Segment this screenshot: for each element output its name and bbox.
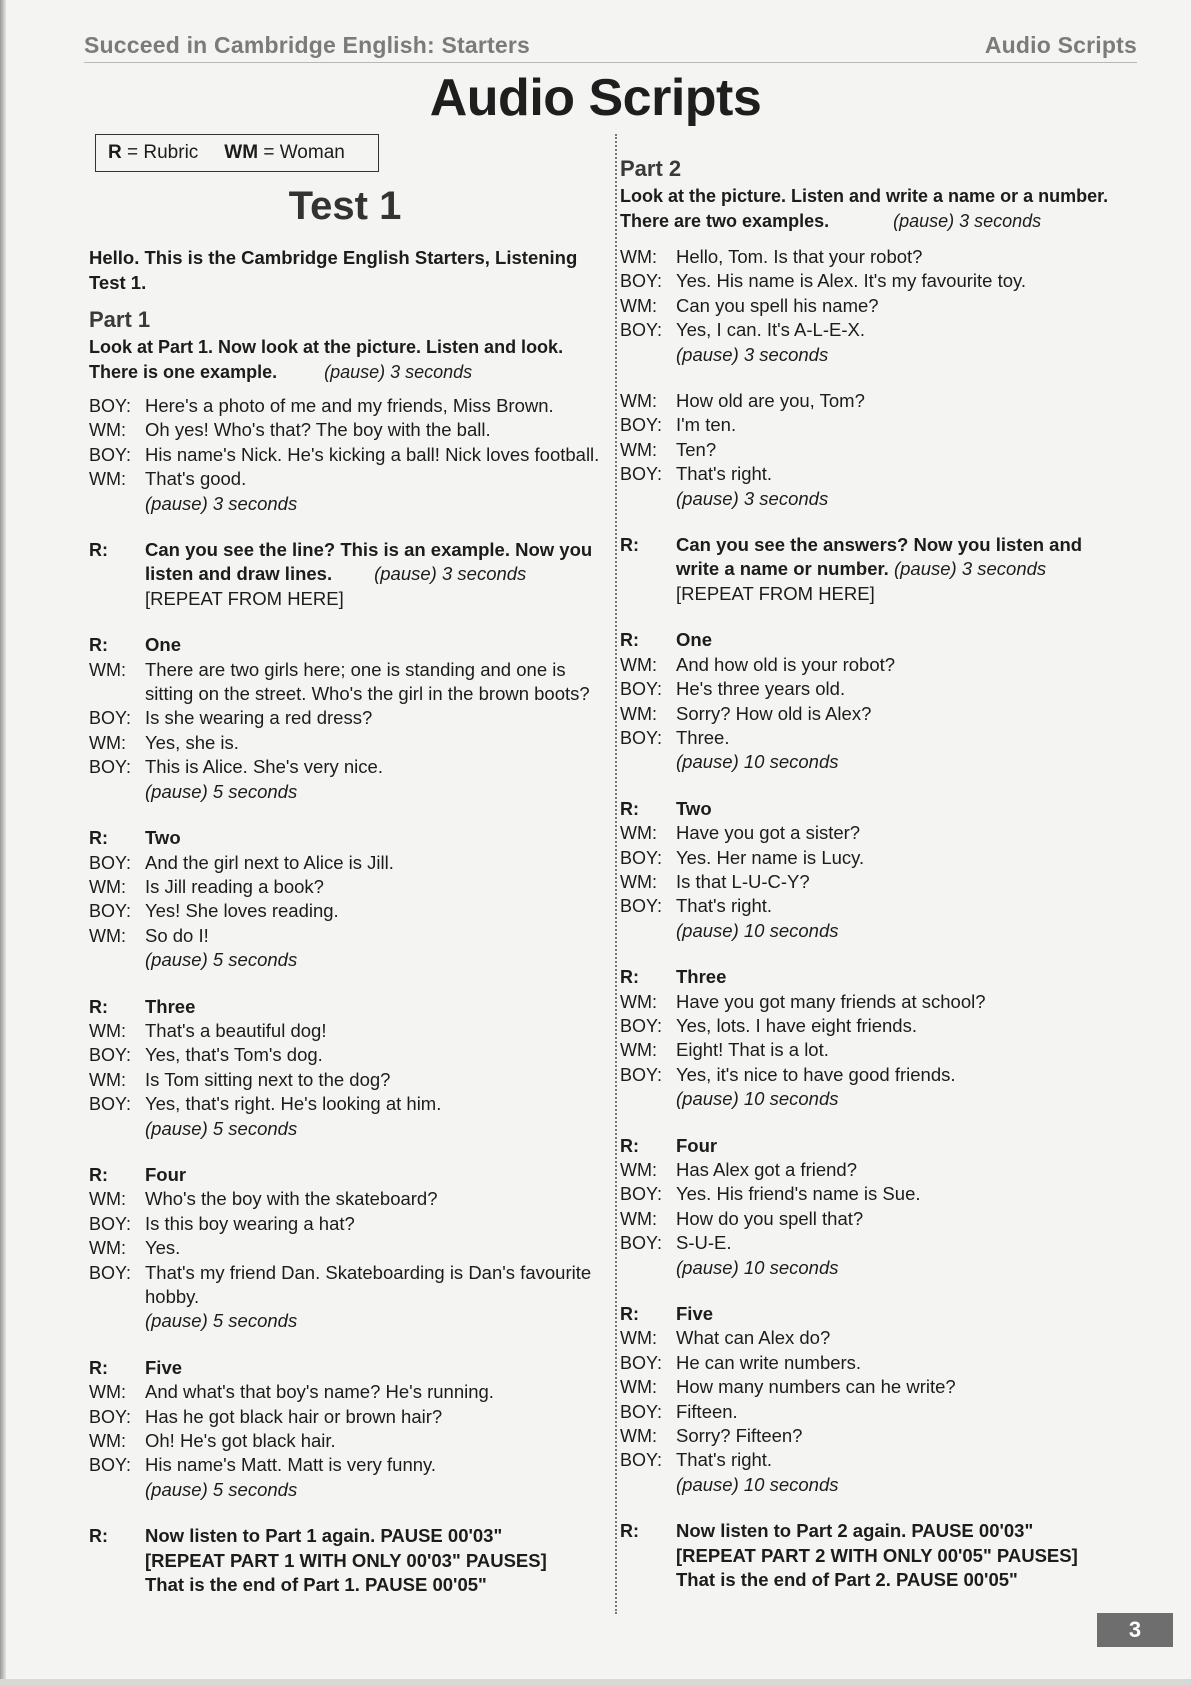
speaker-spacer — [89, 1309, 145, 1333]
speaker-label: WM: — [89, 1431, 126, 1452]
rubric-label: R: — [89, 1526, 108, 1547]
part2-example1 — [620, 245, 1140, 367]
part2-items — [620, 628, 1140, 1497]
dialogue-text: Is she wearing a red dress? — [145, 707, 373, 729]
speaker-label: WM: — [620, 295, 657, 316]
dialogue-text: Has Alex got a friend? — [676, 1159, 857, 1180]
dialogue-line — [89, 394, 601, 418]
rubric-label: R: — [620, 798, 639, 819]
running-header — [84, 30, 1137, 63]
dialogue-text: Is this boy wearing a hat? — [145, 1212, 355, 1234]
pause-line — [620, 919, 1140, 943]
part1-items — [89, 633, 601, 1502]
dialogue-line — [89, 1092, 601, 1116]
dialogue-text: That's my friend Dan. Skateboarding is Dan's favourite hobby. — [145, 1261, 592, 1307]
dialogue-line — [620, 726, 1140, 750]
dialogue-line — [620, 389, 1140, 413]
speaker-spacer — [89, 1117, 145, 1141]
pause-line — [620, 750, 1140, 774]
dialogue-text: And how old is your robot? — [676, 653, 896, 675]
question-label: Four — [676, 1134, 718, 1156]
part1-title: Part 1 — [89, 307, 151, 332]
speaker-spacer — [620, 1473, 676, 1497]
column-divider — [615, 134, 617, 1614]
speaker-spacer — [620, 919, 676, 943]
speaker-label: BOY: — [89, 757, 132, 778]
speaker-label: WM: — [89, 1238, 126, 1259]
question-label: Five — [676, 1303, 714, 1325]
pause-text: (pause) 5 seconds — [145, 780, 298, 802]
part2-title: Part 2 — [620, 156, 682, 181]
dialogue-line — [89, 1019, 601, 1043]
part2-rubric — [620, 533, 1140, 606]
question-heading — [620, 1134, 1140, 1158]
question-heading — [620, 797, 1140, 821]
dialogue-line — [620, 1014, 1140, 1038]
speaker-label: BOY: — [620, 847, 663, 868]
pause-line — [620, 343, 1140, 367]
page-edge-shadow — [0, 0, 6, 1685]
dialogue-text: That's right. — [676, 1449, 773, 1471]
speaker-label: BOY: — [620, 679, 663, 700]
dialogue-text: Sorry? Fifteen? — [676, 1425, 803, 1447]
question-heading — [89, 826, 601, 850]
dialogue-text: Yes, I can. It's A-L-E-X. — [676, 319, 865, 341]
dialogue-text: He can write numbers. — [676, 1351, 862, 1373]
question-item — [620, 1302, 1140, 1497]
part2-instruction — [620, 184, 1140, 233]
question-label: Two — [145, 827, 181, 849]
dialogue-line — [620, 846, 1140, 870]
speaker-label: WM: — [89, 1189, 126, 1210]
pause-line — [620, 1256, 1140, 1280]
part2-end-line1: Now listen to Part 2 again. PAUSE 00'03" — [676, 1520, 1034, 1542]
dialogue-line — [620, 294, 1140, 318]
dialogue-text: How many numbers can he write? — [676, 1376, 956, 1398]
speaker-label: WM: — [620, 991, 657, 1012]
dialogue-text: How do you spell that? — [676, 1207, 864, 1229]
dialogue-text: Yes. His friend's name is Sue. — [676, 1183, 921, 1205]
speaker-spacer — [89, 492, 145, 516]
dialogue-text: And what's that boy's name? He's running. — [145, 1381, 494, 1403]
dialogue-line — [620, 1424, 1140, 1448]
dialogue-text: Yes! She loves reading. — [145, 900, 339, 922]
speaker-label: BOY: — [620, 1352, 663, 1373]
dialogue-line — [620, 1038, 1140, 1062]
dialogue-line — [620, 653, 1140, 677]
speaker-label: WM: — [89, 420, 126, 441]
question-heading — [89, 995, 601, 1019]
dialogue-line — [620, 438, 1140, 462]
speaker-label: BOY: — [620, 1015, 663, 1036]
dialogue-text: Is that L-U-C-Y? — [676, 870, 810, 892]
question-label: Four — [145, 1163, 187, 1185]
speaker-label: BOY: — [620, 271, 663, 292]
part2-end-line3: That is the end of Part 2. PAUSE 00'05" — [676, 1569, 1018, 1591]
dialogue-text: Three. — [676, 726, 730, 748]
dialogue-line — [89, 1261, 601, 1310]
pause-text: (pause) 5 seconds — [145, 949, 298, 971]
part2-instruction-line2: There are two examples. — [620, 210, 830, 231]
pause-text: (pause) 10 seconds — [676, 919, 839, 941]
dialogue-line — [89, 875, 601, 899]
dialogue-text: Who's the boy with the skateboard? — [145, 1188, 438, 1210]
dialogue-line — [620, 1207, 1140, 1231]
dialogue-line — [620, 1063, 1140, 1087]
left-column — [89, 180, 601, 1597]
speaker-label: WM: — [89, 1382, 126, 1403]
legend-r-value: = Rubric — [127, 142, 199, 163]
speaker-spacer — [89, 1478, 145, 1502]
dialogue-line — [89, 443, 601, 467]
speaker-label: WM: — [89, 469, 126, 490]
speaker-spacer — [620, 343, 676, 367]
question-item — [620, 628, 1140, 774]
legend-box — [95, 134, 379, 172]
speaker-label: WM: — [620, 1160, 657, 1180]
speaker-label: WM: — [89, 925, 126, 946]
dialogue-text: Yes, she is. — [145, 731, 239, 753]
speaker-spacer — [620, 1087, 676, 1111]
speaker-label: BOY: — [620, 896, 663, 917]
speaker-spacer — [89, 780, 145, 804]
speaker-label: BOY: — [89, 1262, 132, 1283]
dialogue-line — [89, 1043, 601, 1067]
speaker-label: WM: — [620, 1208, 657, 1229]
speaker-label: WM: — [620, 654, 657, 675]
speaker-label: WM: — [89, 1020, 126, 1041]
dialogue-line — [89, 899, 601, 923]
speaker-label: BOY: — [620, 464, 663, 485]
page-number: 3 — [1097, 1613, 1173, 1647]
speaker-label: BOY: — [89, 901, 132, 922]
dialogue-line — [620, 677, 1140, 701]
rubric-label: R: — [620, 1304, 639, 1325]
rubric-label: R: — [89, 540, 108, 561]
dialogue-line — [89, 1236, 601, 1260]
dialogue-line — [89, 467, 601, 491]
part2-end-line2: [REPEAT PART 2 WITH ONLY 00'05" PAUSES] — [676, 1544, 1078, 1566]
rubric-label: R: — [89, 635, 108, 656]
speaker-spacer — [620, 750, 676, 774]
section-title: Audio Scripts — [984, 32, 1137, 58]
speaker-label: WM: — [620, 247, 657, 267]
part1-rubric-pause: (pause) 3 seconds — [374, 563, 527, 585]
question-heading — [89, 1163, 601, 1187]
speaker-label: BOY: — [89, 444, 132, 465]
speaker-label: WM: — [89, 732, 126, 753]
question-item — [620, 797, 1140, 943]
part1-rubric-line2: listen and draw lines. — [145, 563, 333, 585]
speaker-label: BOY: — [620, 415, 663, 436]
speaker-label: WM: — [620, 1377, 657, 1398]
dialogue-text: Yes, it's nice to have good friends. — [676, 1063, 956, 1085]
speaker-label: BOY: — [89, 1094, 132, 1115]
dialogue-line — [89, 1068, 601, 1092]
dialogue-text: Yes. His name is Alex. It's my favourite toy. — [676, 270, 1027, 292]
pause-text: (pause) 5 seconds — [145, 1310, 298, 1332]
speaker-label: WM: — [620, 871, 657, 892]
dialogue-text: Here's a photo of me and my friends, Miss Brown. — [145, 395, 554, 416]
dialogue-text: Yes, that's Tom's dog. — [145, 1044, 323, 1066]
dialogue-text: Is Tom sitting next to the dog? — [145, 1068, 391, 1090]
speaker-label: BOY: — [89, 1406, 132, 1427]
pause-line — [620, 487, 1140, 511]
part1-example — [89, 394, 601, 516]
rubric-label: R: — [89, 1164, 108, 1185]
speaker-label: BOY: — [89, 396, 132, 416]
question-item — [89, 1356, 601, 1502]
speaker-label: BOY: — [620, 1401, 663, 1422]
legend-wm-key: WM — [224, 142, 259, 163]
dialogue-text: Has he got black hair or brown hair? — [145, 1405, 443, 1427]
dialogue-text: Hello, Tom. Is that your robot? — [676, 246, 923, 267]
dialogue-text: Fifteen. — [676, 1400, 738, 1422]
part2-instruction-line1: Look at the picture. Listen and write a name or a number. — [620, 186, 1109, 206]
dialogue-text: Yes. Her name is Lucy. — [676, 846, 865, 868]
pause-line — [89, 492, 601, 516]
speaker-label: WM: — [620, 823, 657, 844]
dialogue-line — [620, 702, 1140, 726]
question-item — [620, 1134, 1140, 1280]
pause-line — [620, 1473, 1140, 1497]
speaker-label: BOY: — [620, 1184, 663, 1205]
pause-line — [89, 780, 601, 804]
rubric-label: R: — [89, 828, 108, 849]
legend-r-key: R — [108, 142, 122, 163]
dialogue-line — [620, 462, 1140, 486]
dialogue-line — [620, 1158, 1140, 1182]
dialogue-text: His name's Matt. Matt is very funny. — [145, 1454, 437, 1476]
dialogue-text: S-U-E. — [676, 1232, 732, 1254]
intro-text: Hello. This is the Cambridge English Starters, Listening Test 1. — [89, 247, 578, 293]
dialogue-text: Can you spell his name? — [676, 294, 879, 316]
part2-example2 — [620, 389, 1140, 511]
dialogue-line — [620, 245, 1140, 269]
dialogue-text: So do I! — [145, 924, 209, 946]
legend-wm-value: = Woman — [263, 142, 345, 163]
dialogue-line — [89, 1405, 601, 1429]
dialogue-text: Sorry? How old is Alex? — [676, 702, 872, 724]
dialogue-line — [620, 990, 1140, 1014]
part2-instruction-pause: (pause) 3 seconds — [893, 210, 1042, 231]
question-heading — [89, 633, 601, 657]
speaker-label: WM: — [620, 1426, 657, 1447]
part1-end-line1: Now listen to Part 1 again. PAUSE 00'03" — [145, 1525, 503, 1547]
rubric-label: R: — [620, 967, 639, 988]
speaker-label: WM: — [620, 703, 657, 724]
speaker-spacer — [620, 1256, 676, 1280]
part2-rubric-line2: write a name or number. — [676, 558, 889, 580]
part2-end — [620, 1519, 1140, 1592]
part1-rubric-repeat: [REPEAT FROM HERE] — [145, 587, 344, 609]
question-label: One — [145, 634, 181, 656]
question-label: One — [676, 629, 712, 651]
book-title: Succeed in Cambridge English: Starters — [84, 32, 530, 58]
dialogue-text: Yes, that's right. He's looking at him. — [145, 1093, 442, 1115]
question-heading — [620, 965, 1140, 989]
part1-end-line3: That is the end of Part 1. PAUSE 00'05" — [145, 1574, 487, 1596]
pause-text: (pause) 5 seconds — [145, 1117, 298, 1139]
dialogue-line — [620, 1375, 1140, 1399]
dialogue-line — [89, 706, 601, 730]
pause-line — [620, 1087, 1140, 1111]
question-heading — [89, 1356, 601, 1380]
dialogue-line — [620, 269, 1140, 293]
dialogue-text: That's right. — [676, 895, 773, 917]
question-label: Three — [145, 995, 196, 1017]
speaker-label: WM: — [620, 391, 657, 412]
dialogue-line — [620, 1351, 1140, 1375]
dialogue-line — [89, 658, 601, 707]
page-title: Audio Scripts — [429, 69, 762, 127]
dialogue-line — [620, 870, 1140, 894]
speaker-spacer — [620, 487, 676, 511]
dialogue-text: Eight! That is a lot. — [676, 1039, 829, 1061]
speaker-label: WM: — [620, 439, 657, 460]
speaker-label: BOY: — [89, 708, 132, 729]
question-label: Five — [145, 1356, 183, 1378]
pause-text: (pause) 3 seconds — [676, 487, 829, 509]
dialogue-line — [620, 894, 1140, 918]
dialogue-text: That's good. — [145, 468, 247, 490]
dialogue-line — [620, 1182, 1140, 1206]
pause-text: (pause) 10 seconds — [676, 1088, 839, 1110]
part1-end — [89, 1524, 601, 1597]
dialogue-line — [620, 413, 1140, 437]
rubric-label: R: — [89, 1357, 108, 1378]
question-item — [89, 826, 601, 972]
right-column — [620, 154, 1140, 1593]
dialogue-text: There are two girls here; one is standing and one is sitting on the street. Who's the girl in the brown boots? — [145, 658, 590, 705]
speaker-spacer — [89, 948, 145, 972]
speaker-label: BOY: — [620, 727, 663, 748]
dialogue-line — [89, 755, 601, 779]
question-item — [89, 633, 601, 804]
pause-text: (pause) 10 seconds — [676, 751, 839, 773]
dialogue-text: And the girl next to Alice is Jill. — [145, 851, 394, 873]
speaker-label: BOY: — [89, 1045, 132, 1066]
dialogue-text: I'm ten. — [676, 414, 737, 436]
part2-rubric-line1: Can you see the answers? Now you listen and — [676, 534, 1083, 556]
dialogue-text: What can Alex do? — [676, 1327, 831, 1349]
speaker-label: WM: — [89, 876, 126, 897]
part2-rubric-pause: (pause) 3 seconds — [893, 558, 1047, 580]
dialogue-text: His name's Nick. He's kicking a ball! Nick loves football. — [145, 443, 600, 465]
speaker-label: BOY: — [620, 320, 663, 341]
pause-text: (pause) 5 seconds — [145, 1478, 298, 1500]
dialogue-line — [89, 731, 601, 755]
dialogue-line — [89, 1380, 601, 1404]
dialogue-line — [89, 924, 601, 948]
rubric-label: R: — [620, 535, 639, 556]
question-item — [89, 995, 601, 1141]
pause-line — [89, 1309, 601, 1333]
part1-instruction — [89, 335, 601, 384]
dialogue-line — [89, 1453, 601, 1477]
dialogue-line — [89, 851, 601, 875]
part1-end-line2: [REPEAT PART 1 WITH ONLY 00'03" PAUSES] — [145, 1549, 547, 1571]
question-label: Two — [676, 797, 712, 819]
question-item — [89, 1163, 601, 1334]
speaker-label: BOY: — [620, 1233, 663, 1254]
page-bottom-edge — [0, 1679, 1191, 1685]
question-heading — [620, 1302, 1140, 1326]
pause-text: (pause) 10 seconds — [676, 1256, 839, 1278]
dialogue-text: That's a beautiful dog! — [145, 1019, 327, 1041]
dialogue-text: That's right. — [676, 463, 773, 485]
question-heading — [620, 628, 1140, 652]
dialogue-text: Have you got a sister? — [676, 822, 861, 844]
speaker-label: BOY: — [89, 1455, 132, 1476]
speaker-label: WM: — [620, 1328, 657, 1349]
dialogue-line — [620, 821, 1140, 845]
part2-rubric-repeat: [REPEAT FROM HERE] — [676, 582, 875, 604]
pause-text: (pause) 3 seconds — [676, 343, 829, 365]
dialogue-text: This is Alice. She's very nice. — [145, 756, 383, 778]
dialogue-line — [89, 1187, 601, 1211]
dialogue-text: Have you got many friends at school? — [676, 990, 986, 1012]
speaker-label: WM: — [620, 1040, 657, 1061]
dialogue-text: Yes. — [145, 1237, 181, 1259]
dialogue-text: Is Jill reading a book? — [145, 875, 324, 897]
pause-text: (pause) 3 seconds — [145, 492, 298, 514]
pause-line — [89, 1117, 601, 1141]
rubric-label: R: — [89, 996, 108, 1017]
dialogue-line — [620, 1448, 1140, 1472]
dialogue-line — [620, 1231, 1140, 1255]
part1-rubric — [89, 538, 601, 611]
dialogue-line — [89, 418, 601, 442]
dialogue-text: How old are you, Tom? — [676, 390, 865, 412]
dialogue-line — [89, 1212, 601, 1236]
speaker-label: BOY: — [89, 1213, 132, 1234]
dialogue-text: Ten? — [676, 438, 717, 460]
part1-rubric-line1: Can you see the line? This is an example. Now you — [145, 539, 593, 561]
speaker-label: WM: — [89, 659, 126, 680]
speaker-label: BOY: — [89, 852, 132, 873]
speaker-label: BOY: — [620, 1064, 663, 1085]
speaker-label: BOY: — [620, 1450, 663, 1471]
rubric-label: R: — [620, 1135, 639, 1156]
pause-text: (pause) 10 seconds — [676, 1473, 839, 1495]
part1-instruction-text: Look at Part 1. Now look at the picture. Listen and look. There is one example. — [89, 337, 564, 382]
speaker-label: WM: — [89, 1069, 126, 1090]
dialogue-line — [620, 1400, 1140, 1424]
pause-line — [89, 948, 601, 972]
dialogue-text: Oh! He's got black hair. — [145, 1430, 336, 1452]
dialogue-line — [89, 1429, 601, 1453]
question-label: Three — [676, 966, 727, 988]
dialogue-text: Oh yes! Who's that? The boy with the ball. — [145, 419, 491, 441]
dialogue-text: He's three years old. — [676, 678, 846, 700]
pause-line — [89, 1478, 601, 1502]
rubric-label: R: — [620, 630, 639, 651]
test-heading: Test 1 — [288, 184, 402, 228]
dialogue-line — [620, 318, 1140, 342]
question-item — [620, 965, 1140, 1111]
rubric-label: R: — [620, 1521, 639, 1542]
part1-instruction-pause: (pause) 3 seconds — [324, 361, 473, 382]
dialogue-text: Yes, lots. I have eight friends. — [676, 1014, 917, 1036]
dialogue-line — [620, 1326, 1140, 1350]
